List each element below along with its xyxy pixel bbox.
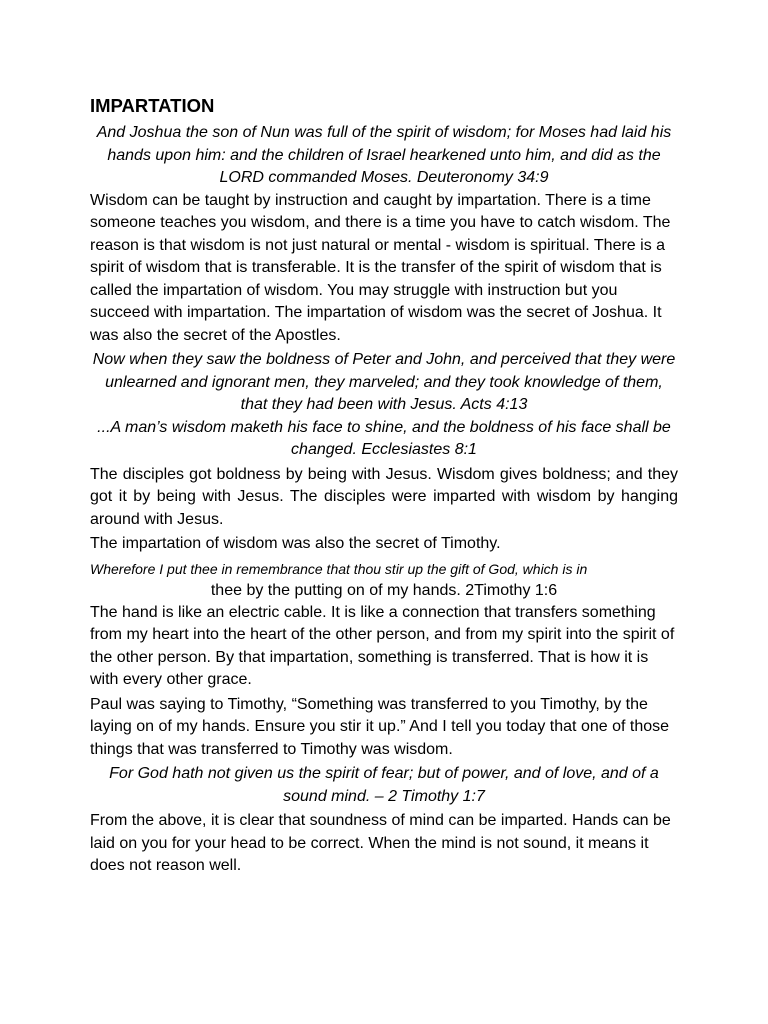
paragraph-electric-cable: The hand is like an electric cable. It is like a connection that transfers something from my heart into the heart of the other person, and from my spirit into the spirit of the other person. By that impartation, something is transferred. That is how it is with every other grace. <box>90 603 675 688</box>
scripture-quote-deuteronomy: And Joshua the son of Nun was full of the spirit of wisdom; for Moses had laid his hands upon him: and the children of Israel hearkened unto him, and did as the LORD commanded Moses. Deuteronomy 34:9 <box>96 124 672 186</box>
scripture-quote-timothy-line-2: thee by the putting on of my hands. 2Timothy 1:6 <box>210 581 558 599</box>
paragraph-disciples-boldness: The disciples got boldness by being with Jesus. Wisdom gives boldness; and they got it by being with Jesus. The disciples were imparted with wisdom by hanging around with Jesus. <box>90 465 678 528</box>
document-page <box>90 94 678 878</box>
page-title: IMPARTATION <box>90 95 215 116</box>
scripture-quote-acts: Now when they saw the boldness of Peter and John, and perceived that they were unlearned and ignorant men, they marveled; and they took knowledge of them, that they had been with Jesus. Acts 4:13 <box>92 351 676 413</box>
scripture-quote-sound-mind: For God hath not given us the spirit of fear; but of power, and of love, and of a sound mind. – 2 Timothy 1:7 <box>109 765 659 805</box>
scripture-quote-ecclesiastes: ...A man’s wisdom maketh his face to shine, and the boldness of his face shall be changed. Ecclesiastes 8:1 <box>97 418 671 458</box>
paragraph-wisdom-taught: Wisdom can be taught by instruction and caught by impartation. There is a time someone teaches you wisdom, and there is a time you have to catch wisdom. The reason is that wisdom is not just natural or mental - wisdom is spiritual. There is a spirit of wisdom that is transferable. It is the transfer of the spirit of wisdom that is called the impartation of wisdom. You may struggle with instruction but you succeed with impartation. The impartation of wisdom was the secret of Joshua. It was also the secret of the Apostles. <box>90 191 671 344</box>
scripture-quote-timothy-line-1: Wherefore I put thee in remembrance that thou stir up the gift of God, which is in <box>90 560 588 577</box>
paragraph-secret-of-timothy: The impartation of wisdom was also the secret of Timothy. <box>90 535 501 552</box>
paragraph-soundness-of-mind: From the above, it is clear that soundness of mind can be imparted. Hands can be laid on you for your head to be correct. When the mind is not sound, it means it does not reason well. <box>90 812 671 874</box>
paragraph-paul-to-timothy: Paul was saying to Timothy, “Something was transferred to you Timothy, by the laying on of my hands. Ensure you stir it up.” And I tell you today that one of those things that was transferred to Timothy was wisdom. <box>90 695 670 758</box>
